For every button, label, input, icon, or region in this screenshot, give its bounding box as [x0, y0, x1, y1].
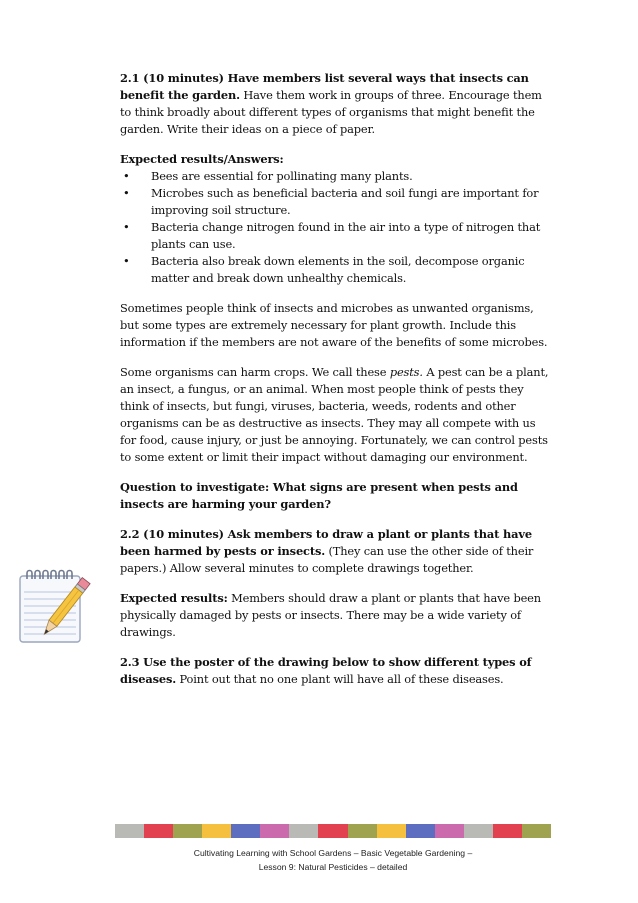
expected-results: Expected results: Members should draw a plant or plants that have been physically damaged by pests or insects. There may be a wide variety of drawings.	[120, 591, 541, 639]
color-swatch	[522, 824, 551, 838]
question-to-investigate: Question to investigate: What signs are present when pests and insects are harming your garden?	[120, 480, 518, 511]
bullet-icon: •	[123, 220, 130, 234]
color-swatch	[435, 824, 464, 838]
color-swatch	[348, 824, 377, 838]
color-swatch	[377, 824, 406, 838]
list-item: • Bacteria change nitrogen found in the air into a type of nitrogen that plants can use.	[123, 220, 541, 251]
footer-line-1: Cultivating Learning with School Gardens – Basic Vegetable Gardening –	[193, 848, 473, 858]
bullet-icon: •	[123, 169, 130, 183]
section-2-2-heading: 2.2 (10 minutes) Ask members to draw a plant or plants that have been harmed by pests or insects.	[120, 527, 532, 558]
color-swatch	[144, 824, 173, 838]
color-swatch	[289, 824, 318, 838]
section-2-3-heading: 2.3 Use the poster of the drawing below to show different types of diseases.	[120, 655, 532, 686]
microbes-paragraph: Sometimes people think of insects and microbes as unwanted organisms, but some types are extremely necessary for plant growth. Include this information if the members are not aware of the benefits of some microbes.	[120, 301, 548, 349]
color-swatch	[493, 824, 522, 838]
list-item: • Bacteria also break down elements in the soil, decompose organic matter and break down unhealthy chemicals.	[123, 254, 525, 285]
list-item: • Bees are essential for pollinating many plants.	[123, 169, 413, 183]
footer-line-2: Lesson 9: Natural Pesticides – detailed	[258, 862, 408, 872]
color-swatch	[464, 824, 493, 838]
color-swatch	[260, 824, 289, 838]
color-swatch	[231, 824, 260, 838]
page-footer	[115, 846, 551, 874]
section-2-1-heading: 2.1 (10 minutes) Have members list several ways that insects can benefit the garden.	[120, 71, 529, 102]
color-swatch	[173, 824, 202, 838]
section-2-1	[120, 70, 550, 138]
expected-answers-list	[120, 168, 550, 287]
list-item: • Microbes such as beneficial bacteria and soil fungi are important for improving soil structure.	[123, 186, 539, 217]
section-2-3-text: Point out that no one plant will have all of these diseases.	[176, 672, 504, 686]
pests-term: pests.	[389, 365, 423, 379]
color-swatch	[115, 824, 144, 838]
document-body	[120, 70, 550, 701]
color-swatch	[202, 824, 231, 838]
notepad-pencil-icon	[14, 566, 96, 648]
bullet-icon: •	[123, 254, 130, 268]
section-2-2	[120, 526, 550, 577]
footer-color-bar	[115, 824, 551, 838]
section-2-3	[120, 654, 550, 688]
section-2-1-text: Have them work in groups of three. Encourage them to think broadly about different types of organisms that might benefit the garden. Write their ideas on a piece of paper.	[120, 88, 542, 136]
expected-results-label: Expected results:	[120, 591, 228, 605]
color-swatch	[406, 824, 435, 838]
expected-answers-heading: Expected results/Answers:	[120, 152, 284, 166]
bullet-icon: •	[123, 186, 130, 200]
pests-paragraph: Some organisms can harm crops. We call these pests. A pest can be a plant, an insect, a fungus, or an animal. When most people think of pests they think of insects, but fungi, viruses, bacteria, weeds, rodents and other organisms can be as destructive as insects. They may all compete with us for food, cause injury, or just be annoying. Fortunately, we can control pests to some extent or limit their impact without damaging our environment.	[120, 365, 549, 464]
color-swatch	[318, 824, 347, 838]
section-2-2-text: (They can use the other side of their papers.) Allow several minutes to complete drawings together.	[120, 544, 534, 575]
